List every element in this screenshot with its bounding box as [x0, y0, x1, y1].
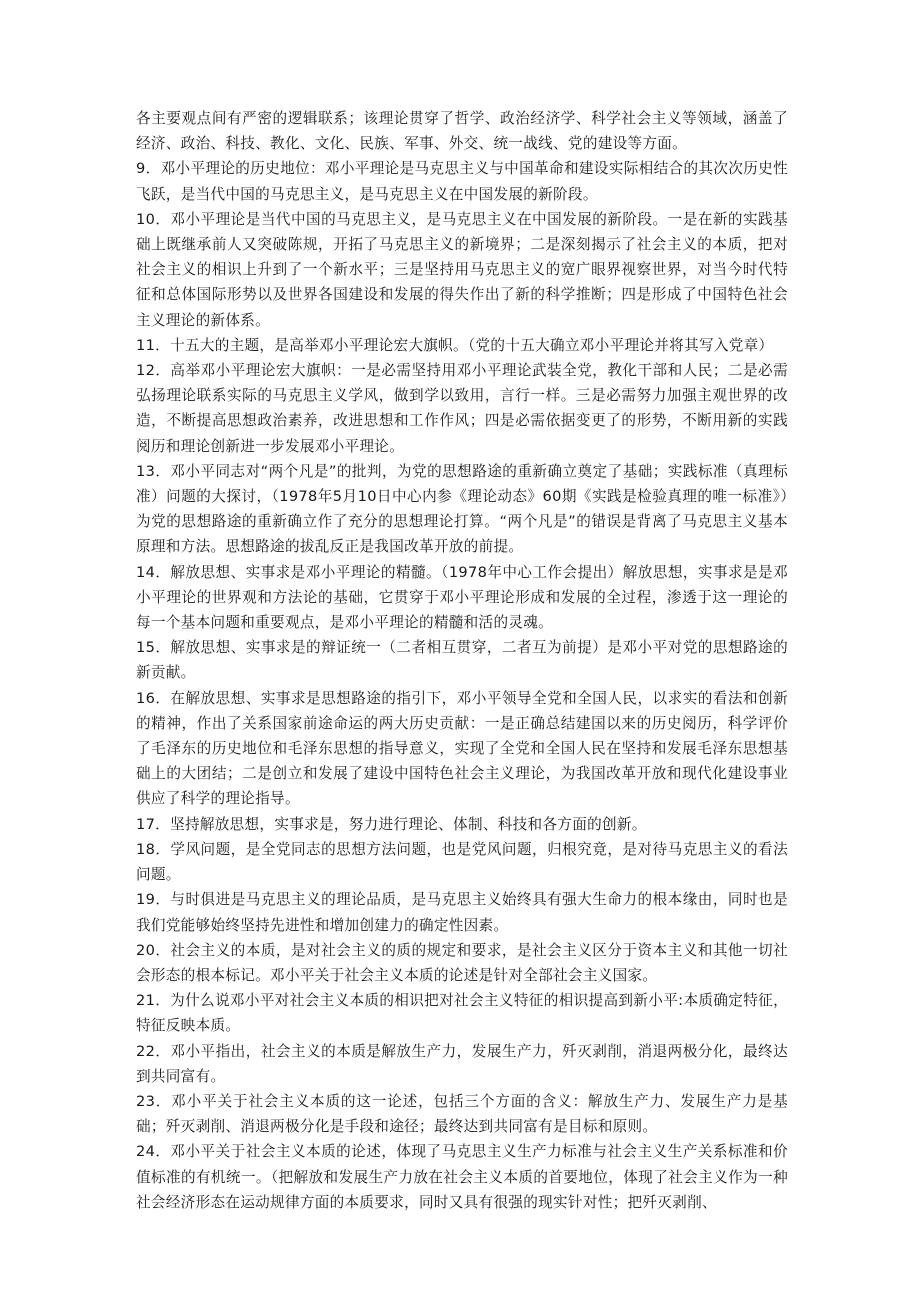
paragraph-item-10: 10．邓小平理论是当代中国的马克思主义，是马克思主义在中国发展的新阶段。一是在新的实践基础上既继承前人又突破陈规，开拓了马克思主义的新境界；二是深刻揭示了社会主义的本质，把对社会主义的相识上升到了一个新水平；三是坚持用马克思主义的宽广眼界视察世界，对当今时代特征和总体国际形势以及世界各国建设和发展的得失作出了新的科学推断；四是形成了中国特色社会主义理论的新体系。 [136, 210, 788, 329]
paragraph-item-11: 11．十五大的主题，是高举邓小平理论宏大旗帜。（党的十五大确立邓小平理论并将其写入党章） [136, 336, 774, 354]
paragraph-item-19: 19．与时俱进是马克思主义的理论品质，是马克思主义始终具有强大生命力的根本缘由，同时也是我们党能够始终坚持先进性和增加创建力的确定性因素。 [136, 891, 788, 934]
paragraph-item-17: 17．坚持解放思想，实事求是，努力进行理论、体制、科技和各方面的创新。 [136, 815, 647, 833]
paragraph-item-23: 23．邓小平关于社会主义本质的这一论述，包括三个方面的含义：解放生产力、发展生产力是基础；歼灭剥削、消退两极分化是手段和途径；最终达到共同富有是目标和原则。 [136, 1092, 788, 1136]
paragraph-item-13: 13．邓小平同志对“两个凡是”的批判，为党的思想路途的重新确立奠定了基础；实践标准（真理标准）问题的大探讨，（1978年5月10日中心内参《理论动态》60期《实践是检验真理的唯一标准》）为党的思想路途的重新确立作了充分的思想理论打算。“两个凡是”的错误是背离了马克思主义基本原理和方法。思想路途的拔乱反正是我国改革开放的前提。 [136, 462, 788, 556]
paragraph-continuation: 各主要观点间有严密的逻辑联系；该理论贯穿了哲学、政治经济学、科学社会主义等领域，涵盖了经济、政治、科技、教化、文化、民族、军事、外交、统一战线、党的建设等方面。 [136, 110, 788, 153]
paragraph-item-14: 14．解放思想、实事求是邓小平理论的精髓。（1978年中心工作会提出）解放思想，实事求是是邓小平理论的世界观和方法论的基础，它贯穿于邓小平理论形成和发展的全过程，渗透于这一理论的每一个基本问题和重要观点，是邓小平理论的精髓和活的灵魂。 [136, 563, 788, 632]
paragraph-item-16: 16．在解放思想、实事求是思想路途的指引下，邓小平领导全党和全国人民，以求实的看法和创新的精神，作出了关系国家前途命运的两大历史贡献：一是正确总结建国以来的历史阅历，科学评价了毛泽东的历史地位和毛泽东思想的指导意义，实现了全党和全国人民在坚持和发展毛泽东思想基础上的大团结；二是创立和发展了建设中国特色社会主义理论，为我国改革开放和现代化建设事业供应了科学的理论指导。 [136, 689, 788, 808]
paragraph-item-9: 9．邓小平理论的历史地位：邓小平理论是马克思主义与中国革命和建设实际相结合的其次次历史性飞跃，是当代中国的马克思主义，是马克思主义在中国发展的新阶段。 [136, 160, 788, 203]
paragraph-item-24: 24．邓小平关于社会主义本质的论述，体现了马克思主义生产力标准与社会主义生产关系标准和价值标准的有机统一。（把解放和发展生产力放在社会主义本质的首要地位，体现了社会主义作为一种社会经济形态在运动规律方面的本质要求，同时又具有很强的现实针对性；把歼灭剥削、 [136, 1143, 788, 1211]
paragraph-item-21: 21．为什么说邓小平对社会主义本质的相识把对社会主义特征的相识提高到新小平:本质确定特征，特征反映本质。 [136, 992, 788, 1035]
paragraph-item-12: 12．高举邓小平理论宏大旗帜：一是必需坚持用邓小平理论武装全党，教化干部和人民；二是必需弘扬理论联系实际的马克思主义学风，做到学以致用，言行一样。三是必需努力加强主观世界的改造，不断提高思想政治素养，改进思想和工作作风；四是必需依据变更了的形势，不断用新的实践阅历和理论创新进一步发展邓小平理论。 [136, 362, 788, 455]
paragraph-item-22: 22．邓小平指出，社会主义的本质是解放生产力，发展生产力，歼灭剥削，消退两极分化，最终达到共同富有。 [136, 1042, 788, 1085]
paragraph-item-18: 18．学风问题，是全党同志的思想方法问题，也是党风问题，归根究竟，是对待马克思主义的看法问题。 [136, 840, 788, 884]
document-body [136, 106, 788, 1215]
paragraph-item-20: 20．社会主义的本质，是对社会主义的质的规定和要求，是社会主义区分于资本主义和其他一切社会形态的根本标记。邓小平关于社会主义本质的论述是针对全部社会主义国家。 [136, 941, 788, 984]
paragraph-item-15: 15．解放思想、实事求是的辩证统一（二者相互贯穿，二者互为前提）是邓小平对党的思想路途的新贡献。 [136, 639, 788, 682]
